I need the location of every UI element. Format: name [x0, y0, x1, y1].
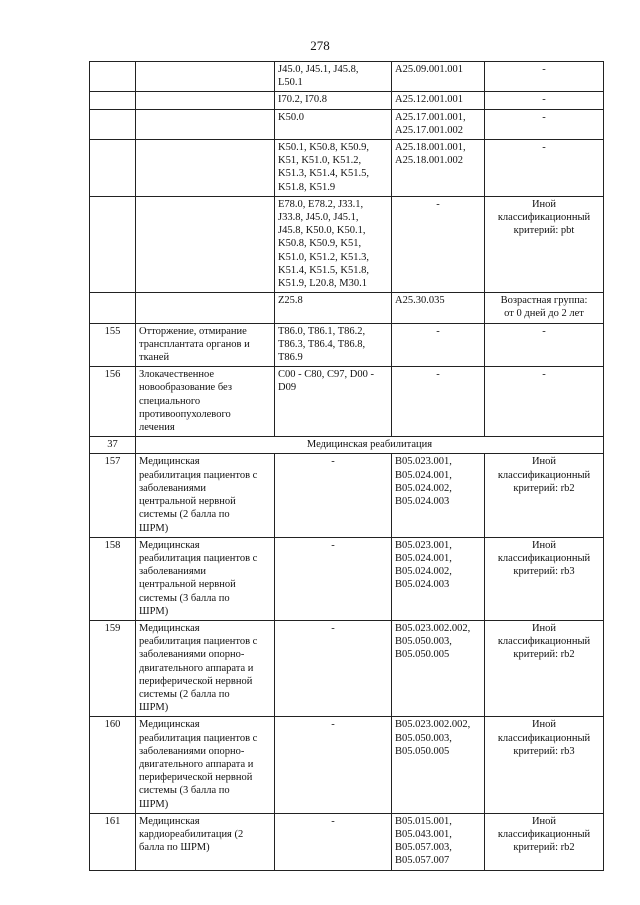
icd-codes-cell: I70.2, I70.8	[275, 92, 392, 109]
group-name-cell: Медицинская реабилитация пациентов с заболеваниями центральной нервной системы (3 балла по ШРМ)	[136, 537, 275, 620]
service-codes-cell: -	[392, 323, 485, 367]
data-table	[89, 61, 604, 871]
group-name-cell	[136, 196, 275, 292]
service-codes-cell: A25.12.001.001	[392, 92, 485, 109]
icd-codes-cell: -	[275, 454, 392, 537]
table-row	[90, 323, 604, 367]
criterion-cell: Иной классификационный критерий: rb3	[485, 717, 604, 813]
table-row	[90, 62, 604, 92]
icd-codes-cell: Z25.8	[275, 293, 392, 323]
section-row	[90, 437, 604, 454]
criterion-cell: Иной классификационный критерий: rb3	[485, 537, 604, 620]
table-row	[90, 620, 604, 716]
row-number-cell	[90, 140, 136, 197]
table-row	[90, 813, 604, 870]
section-title-cell: Медицинская реабилитация	[136, 437, 604, 454]
criterion-cell: -	[485, 367, 604, 437]
criterion-cell: -	[485, 140, 604, 197]
group-name-cell: Злокачественное новообразование без специального противоопухолевого лечения	[136, 367, 275, 437]
criterion-cell: Иной классификационный критерий: rb2	[485, 813, 604, 870]
icd-codes-cell: K50.1, K50.8, K50.9, K51, K51.0, K51.2, K51.3, K51.4, K51.5, K51.8, K51.9	[275, 140, 392, 197]
table-row	[90, 454, 604, 537]
table-row	[90, 717, 604, 813]
table-row	[90, 140, 604, 197]
service-codes-cell: A25.17.001.001, A25.17.001.002	[392, 109, 485, 139]
row-number-cell: 156	[90, 367, 136, 437]
service-codes-cell: B05.023.002.002, B05.050.003, B05.050.005	[392, 717, 485, 813]
group-name-cell: Медицинская реабилитация пациентов с заболеваниями опорно- двигательного аппарата и периферической нервной системы (3 балла по ШРМ)	[136, 717, 275, 813]
row-number-cell	[90, 196, 136, 292]
icd-codes-cell: -	[275, 813, 392, 870]
row-number-cell	[90, 62, 136, 92]
service-codes-cell: -	[392, 196, 485, 292]
criterion-cell: -	[485, 92, 604, 109]
table-row	[90, 367, 604, 437]
group-name-cell: Медицинская реабилитация пациентов с заболеваниями центральной нервной системы (2 балла по ШРМ)	[136, 454, 275, 537]
group-name-cell	[136, 109, 275, 139]
group-name-cell: Медицинская кардиореабилитация (2 балла по ШРМ)	[136, 813, 275, 870]
group-name-cell	[136, 140, 275, 197]
table-row	[90, 109, 604, 139]
table-row	[90, 537, 604, 620]
service-codes-cell: B05.023.001, B05.024.001, B05.024.002, B05.024.003	[392, 537, 485, 620]
icd-codes-cell: C00 - C80, C97, D00 - D09	[275, 367, 392, 437]
service-codes-cell: -	[392, 367, 485, 437]
table-row	[90, 293, 604, 323]
criterion-cell: Возрастная группа: от 0 дней до 2 лет	[485, 293, 604, 323]
criterion-cell: -	[485, 109, 604, 139]
icd-codes-cell: -	[275, 717, 392, 813]
service-codes-cell: A25.09.001.001	[392, 62, 485, 92]
row-number-cell: 157	[90, 454, 136, 537]
row-number-cell	[90, 293, 136, 323]
group-name-cell	[136, 62, 275, 92]
group-name-cell	[136, 293, 275, 323]
criterion-cell: -	[485, 323, 604, 367]
icd-codes-cell: K50.0	[275, 109, 392, 139]
criterion-cell: Иной классификационный критерий: rb2	[485, 454, 604, 537]
icd-codes-cell: J45.0, J45.1, J45.8, L50.1	[275, 62, 392, 92]
row-number-cell: 159	[90, 620, 136, 716]
service-codes-cell: B05.015.001, B05.043.001, B05.057.003, B05.057.007	[392, 813, 485, 870]
table-row	[90, 92, 604, 109]
group-name-cell: Отторжение, отмирание трансплантата органов и тканей	[136, 323, 275, 367]
service-codes-cell: B05.023.001, B05.024.001, B05.024.002, B05.024.003	[392, 454, 485, 537]
criterion-cell: -	[485, 62, 604, 92]
row-number-cell: 158	[90, 537, 136, 620]
icd-codes-cell: -	[275, 620, 392, 716]
row-number-cell: 37	[90, 437, 136, 454]
row-number-cell	[90, 109, 136, 139]
icd-codes-cell: E78.0, E78.2, J33.1, J33.8, J45.0, J45.1, J45.8, K50.0, K50.1, K50.8, K50.9, K51, K51.0, K51.2, K51.3, K51.4, K51.5, K51.8, K51.9, L20.8, M30.1	[275, 196, 392, 292]
table-row	[90, 196, 604, 292]
row-number-cell	[90, 92, 136, 109]
group-name-cell	[136, 92, 275, 109]
criterion-cell: Иной классификационный критерий: pbt	[485, 196, 604, 292]
service-codes-cell: B05.023.002.002, B05.050.003, B05.050.005	[392, 620, 485, 716]
row-number-cell: 160	[90, 717, 136, 813]
page-number: 278	[310, 38, 330, 53]
row-number-cell: 161	[90, 813, 136, 870]
service-codes-cell: A25.18.001.001, A25.18.001.002	[392, 140, 485, 197]
icd-codes-cell: -	[275, 537, 392, 620]
row-number-cell: 155	[90, 323, 136, 367]
table-body	[90, 62, 604, 871]
group-name-cell: Медицинская реабилитация пациентов с заболеваниями опорно- двигательного аппарата и периферической нервной системы (2 балла по ШРМ)	[136, 620, 275, 716]
icd-codes-cell: T86.0, T86.1, T86.2, T86.3, T86.4, T86.8, T86.9	[275, 323, 392, 367]
service-codes-cell: A25.30.035	[392, 293, 485, 323]
criterion-cell: Иной классификационный критерий: rb2	[485, 620, 604, 716]
